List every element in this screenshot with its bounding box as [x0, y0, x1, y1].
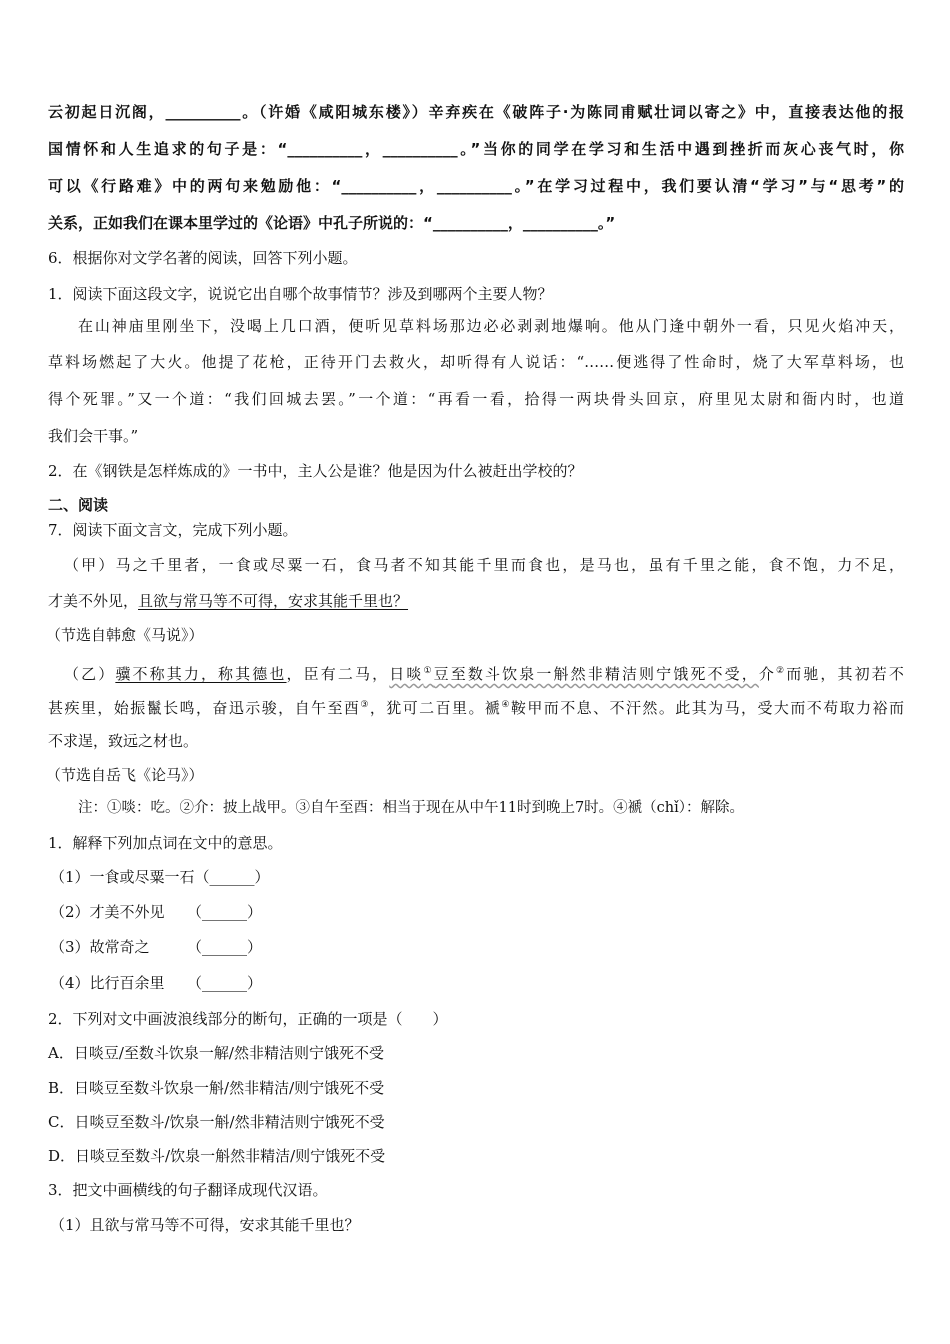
question-7-title: 7．阅读下面文言文，完成下列小题。 — [48, 521, 298, 539]
footnote-mark: ④ — [501, 700, 511, 710]
vocab-item: （1）一食或尽粟一石（______） — [50, 868, 270, 886]
text-yi-line — [64, 661, 904, 684]
text: 豆至数斗饮泉一斛然非精洁则宁饿死不受， — [433, 665, 759, 683]
choice-option-a: A．日啖豆/至数斗饮泉一解/然非精洁则宁饿死不受 — [48, 1044, 384, 1062]
passage-line: 我们会干事。” — [48, 427, 139, 445]
q7-subquestion-2: 2．下列对文中画波浪线部分的断句，正确的一项是（ ） — [48, 1010, 448, 1028]
q6-subquestion-2: 2．在《钢铁是怎样炼成的》一书中，主人公是谁？他是因为什么被赶出学校的？ — [48, 462, 583, 480]
text: 才美不外见， — [48, 592, 139, 610]
underlined-sentence: 且欲与常马等不可得，安求其能千里也？ — [138, 592, 409, 610]
q5-line: 关系，正如我们在课本里学过的《论语》中孔子所说的：“__________，__________。” — [48, 214, 616, 232]
text: ，臣有二马， — [286, 665, 390, 683]
passage-line: 在山神庙里刚坐下，没喝上几口酒，便听见草料场那边必必剥剥地爆响。他从门逢中朝外一看，只见火焰冲天， — [78, 317, 904, 335]
vocab-item: （3）故常奇之 （______） — [50, 938, 263, 956]
text-yi-line — [48, 695, 904, 718]
q5-line: 云初起日沉阁，__________。（许婚《咸阳城东楼》）辛弃疾在《破阵子·为陈同甫赋壮词以寄之》中，直接表达他的报 — [48, 103, 904, 121]
q6-subquestion-1: 1．阅读下面这段文字，说说它出自哪个故事情节？涉及到哪两个主要人物？ — [48, 285, 553, 303]
text: 介 — [758, 665, 777, 683]
footnote-mark: ③ — [360, 700, 370, 710]
text: 而驰，其初若不 — [786, 665, 904, 683]
footnote-mark: ① — [423, 666, 434, 676]
underlined-sentence: 骥不称其力，称其德也 — [115, 665, 287, 683]
text-jia-line — [48, 591, 904, 611]
source-note: （节选自韩愈《马说》） — [46, 626, 204, 644]
question-6-title: 6．根据你对文学名著的阅读，回答下列小题。 — [48, 249, 358, 267]
passage-line: 草料场燃起了大火。他提了花枪，正待开门去救火，却听得有人说话：“……便逃得了性命时，烧了大军草料场，也 — [48, 353, 904, 371]
text: ，犹可二百里。褫 — [369, 699, 502, 717]
section-heading: 二、阅读 — [48, 496, 109, 514]
translation-item: （1）且欲与常马等不可得，安求其能千里也？ — [50, 1216, 360, 1234]
q7-subquestion-3: 3．把文中画横线的句子翻译成现代汉语。 — [48, 1181, 328, 1199]
vocab-item: （2）才美不外见 （______） — [50, 903, 263, 921]
annotation-note: 注：①啖：吃。②介：披上战甲。③自午至酉：相当于现在从中午11时到晚上7时。④褫（chǐ）：解除。 — [78, 800, 745, 816]
text: 日啖 — [389, 665, 424, 683]
q5-line: 可以《行路难》中的两句来勉励他：“__________，__________。”在学习过程中，我们要认清“学习”与“思考”的 — [48, 177, 904, 195]
wavy-underlined-text — [389, 665, 759, 683]
choice-option-d: D．日啖豆至数斗/饮泉一斛然非精洁/则宁饿死不受 — [48, 1147, 386, 1165]
q5-line: 国情怀和人生追求的句子是：“__________，__________。”当你的同学在学习和生活中遇到挫折而灰心丧气时，你 — [48, 140, 904, 158]
q7-subquestion-1: 1．解释下列加点词在文中的意思。 — [48, 834, 283, 852]
text: （乙） — [64, 665, 116, 683]
footnote-mark: ② — [776, 666, 787, 676]
text-jia-line: （甲）马之千里者，一食或尽粟一石，食马者不知其能千里而食也，是马也，虽有千里之能，食不饱，力不足， — [64, 556, 904, 574]
source-note: （节选自岳飞《论马》） — [46, 766, 204, 784]
choice-option-c: C．日啖豆至数斗/饮泉一斛/然非精洁则宁饿死不受 — [48, 1113, 385, 1131]
text: 鞍甲而不息、不汗然。此其为马，受大而不苟取力裕而 — [510, 699, 904, 717]
text-yi-line: 不求逞，致远之材也。 — [48, 732, 199, 750]
passage-line: 得个死罪。”又一个道：“我们回城去罢。”一个道：“再看一看，拾得一两块骨头回京，府里见太尉和衙内时，也道 — [48, 390, 904, 408]
choice-option-b: B．日啖豆至数斗饮泉一斛/然非精洁/则宁饿死不受 — [48, 1079, 385, 1097]
text: 甚疾里，始振鬣长鸣，奋迅示骏，自午至酉 — [48, 699, 361, 717]
vocab-item: （4）比行百余里 （______） — [50, 974, 263, 992]
